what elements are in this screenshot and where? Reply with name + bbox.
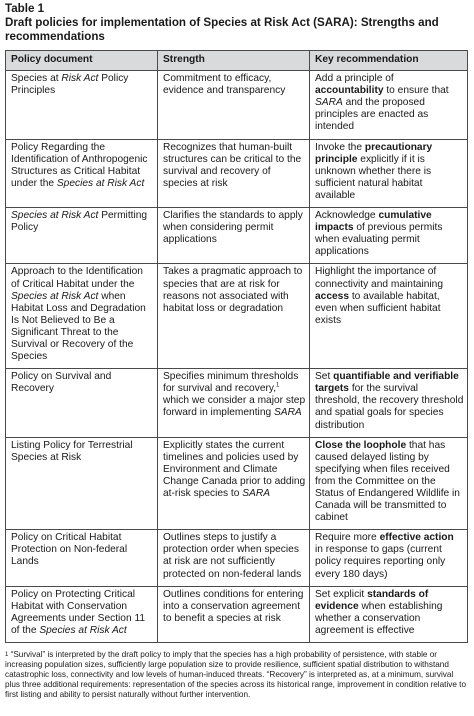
key-recommendation-cell bbox=[310, 437, 468, 530]
text-run: Set explicit bbox=[315, 588, 368, 600]
emphasis-italic: SARA bbox=[242, 488, 271, 499]
key-recommendation-cell bbox=[310, 71, 468, 139]
text-run: when establishing whether a conservation agreement is effective bbox=[315, 600, 443, 636]
table-body bbox=[6, 71, 468, 643]
emphasis-bold: cumulative impacts bbox=[315, 210, 432, 234]
text-run: Species at bbox=[11, 73, 62, 85]
footnote-reference: 1 bbox=[276, 382, 280, 389]
text-run: Recognizes that human-built structures can be critical to the survival and recovery of species at risk bbox=[163, 141, 302, 189]
text-run: which we consider a major step forward in implementing bbox=[163, 395, 306, 419]
emphasis-italic: Species at Risk Act bbox=[11, 210, 99, 222]
text-run: Explicitly states the current timelines and policies used by Environment and Climate Change Canada prior to adding at-risk species to bbox=[163, 439, 306, 499]
text-run: Outlines conditions for entering into a conservation agreement to benefit a species at risk bbox=[163, 588, 304, 624]
emphasis-italic: Risk Act bbox=[61, 73, 99, 85]
text-run: Commitment to efficacy, evidence and transparency bbox=[163, 73, 286, 97]
text-run: Approach to the Identification of Critical Habitat under the bbox=[11, 266, 143, 290]
emphasis-bold: access bbox=[315, 290, 349, 302]
strength-cell bbox=[158, 369, 310, 437]
text-run: for the survival threshold, the recovery threshold and spatial goals for species distribution bbox=[315, 383, 464, 431]
table-label: Table 1 bbox=[5, 2, 45, 15]
emphasis-italic: Species at Risk Act bbox=[39, 624, 127, 636]
text-run: Policy on Survival and Recovery bbox=[11, 371, 112, 395]
text-run: when Habitat Loss and Degradation Is Not Believed to Be a Significant Threat to the Survival or Recovery of the Species bbox=[11, 290, 146, 363]
text-run: Highlight the importance of connectivity and maintaining bbox=[315, 266, 443, 290]
text-run: Specifies minimum thresholds for survival and recovery, bbox=[163, 371, 299, 395]
policy-document-cell bbox=[6, 586, 158, 642]
text-run: Policy on Critical Habitat Protection on Non-federal Lands bbox=[11, 532, 128, 568]
text-run: Policy Regarding the Identification of Anthropogenic Structures as Critical Habitat under the bbox=[11, 141, 148, 189]
policy-table bbox=[5, 50, 468, 643]
table-row bbox=[6, 530, 468, 586]
emphasis-bold: standards of evidence bbox=[315, 588, 429, 612]
key-recommendation-cell bbox=[310, 139, 468, 207]
column-header-strength: Strength bbox=[158, 51, 310, 71]
text-run: Acknowledge bbox=[315, 210, 379, 222]
emphasis-italic: SARA bbox=[273, 407, 302, 419]
policy-document-cell bbox=[6, 208, 158, 264]
table-header-row bbox=[6, 51, 468, 71]
emphasis-bold: effective action bbox=[379, 532, 454, 544]
text-run: explicitly if it is unknown whether there is sufficient natural habitat available bbox=[315, 153, 432, 201]
strength-cell bbox=[158, 264, 310, 369]
strength-cell bbox=[158, 71, 310, 139]
text-run: Takes a pragmatic approach to species that are at risk for reasons not associated with habitat loss or degradation bbox=[163, 266, 303, 314]
text-run: to ensure that bbox=[383, 85, 449, 97]
text-run: Policy on Protecting Critical Habitat with Conservation Agreements under Section 11 of the bbox=[11, 588, 146, 636]
table-row bbox=[6, 437, 468, 530]
table-row bbox=[6, 139, 468, 207]
strength-cell bbox=[158, 437, 310, 530]
table-figure bbox=[5, 2, 467, 700]
text-run: Clarifies the standards to apply when considering permit applications bbox=[163, 210, 303, 246]
emphasis-italic: SARA bbox=[315, 97, 343, 109]
emphasis-bold: Close the loophole bbox=[315, 439, 407, 451]
emphasis-bold: precautionary principle bbox=[315, 141, 433, 165]
text-run: Outlines steps to justify a protection order when species at risk are not sufficiently protected on non-federal lands bbox=[163, 532, 302, 580]
text-run: Listing Policy for Terrestrial Species at Risk bbox=[11, 439, 133, 463]
table-row bbox=[6, 264, 468, 369]
key-recommendation-cell bbox=[310, 530, 468, 586]
footnote-marker: 1 bbox=[5, 652, 9, 659]
key-recommendation-cell bbox=[310, 208, 468, 264]
text-run: Set bbox=[315, 371, 334, 383]
text-run: Permitting Policy bbox=[11, 210, 148, 234]
emphasis-bold: accountability bbox=[315, 85, 384, 97]
strength-cell bbox=[158, 139, 310, 207]
footnote-text: “Survival” is interpreted by the draft policy to imply that the species has a high probability of persistence, with stable or increasing population sizes, sufficiently large population size to provide resilience, sufficient spatial distribution to withstand catastrophic loss, connectivity and low levels of human-induced threats. “Recovery” is interpreted as, at a minimum, survival plus three additional requirements: representation of the species across its historical range, improvement in condition relative to first listing and ability to persist naturally without further intervention. bbox=[5, 650, 467, 700]
table-row bbox=[6, 208, 468, 264]
policy-document-cell bbox=[6, 369, 158, 437]
text-run: Add a principle of bbox=[315, 73, 394, 85]
policy-document-cell bbox=[6, 71, 158, 139]
policy-document-cell bbox=[6, 530, 158, 586]
text-run: that has caused delayed listing by specifying when files received from the Committee on the Status of Endangered Wildlife in Canada will be transmitted to cabinet bbox=[315, 439, 460, 524]
table-caption: Draft policies for implementation of Species at Risk Act (SARA): Strengths and recommendations bbox=[5, 16, 439, 43]
footnote bbox=[5, 650, 467, 700]
emphasis-bold: quantifiable and verifiable targets bbox=[315, 371, 459, 395]
text-run: of previous permits when evaluating permit applications bbox=[315, 222, 443, 258]
text-run: Invoke the bbox=[315, 141, 365, 153]
table-row bbox=[6, 71, 468, 139]
text-run: Require more bbox=[315, 532, 380, 544]
column-header-key-recommendation: Key recommendation bbox=[310, 51, 468, 71]
strength-cell bbox=[158, 530, 310, 586]
key-recommendation-cell bbox=[310, 264, 468, 369]
strength-cell bbox=[158, 586, 310, 642]
table-row bbox=[6, 369, 468, 437]
column-header-policy-document: Policy document bbox=[6, 51, 158, 71]
text-run: in response to gaps (current policy requires reporting only every 180 days) bbox=[315, 544, 446, 580]
strength-cell bbox=[158, 208, 310, 264]
emphasis-italic: Species at Risk Act bbox=[56, 177, 145, 189]
text-run: and the proposed principles are enacted as intended bbox=[315, 97, 429, 133]
policy-document-cell bbox=[6, 437, 158, 530]
text-run: Policy Principles bbox=[11, 73, 129, 97]
policy-document-cell bbox=[6, 264, 158, 369]
table-row bbox=[6, 586, 468, 642]
emphasis-italic: Species at Risk Act bbox=[11, 290, 99, 302]
text-run: to available habitat, even when sufficient habitat exists bbox=[315, 290, 441, 326]
policy-document-cell bbox=[6, 139, 158, 207]
key-recommendation-cell bbox=[310, 586, 468, 642]
key-recommendation-cell bbox=[310, 369, 468, 437]
